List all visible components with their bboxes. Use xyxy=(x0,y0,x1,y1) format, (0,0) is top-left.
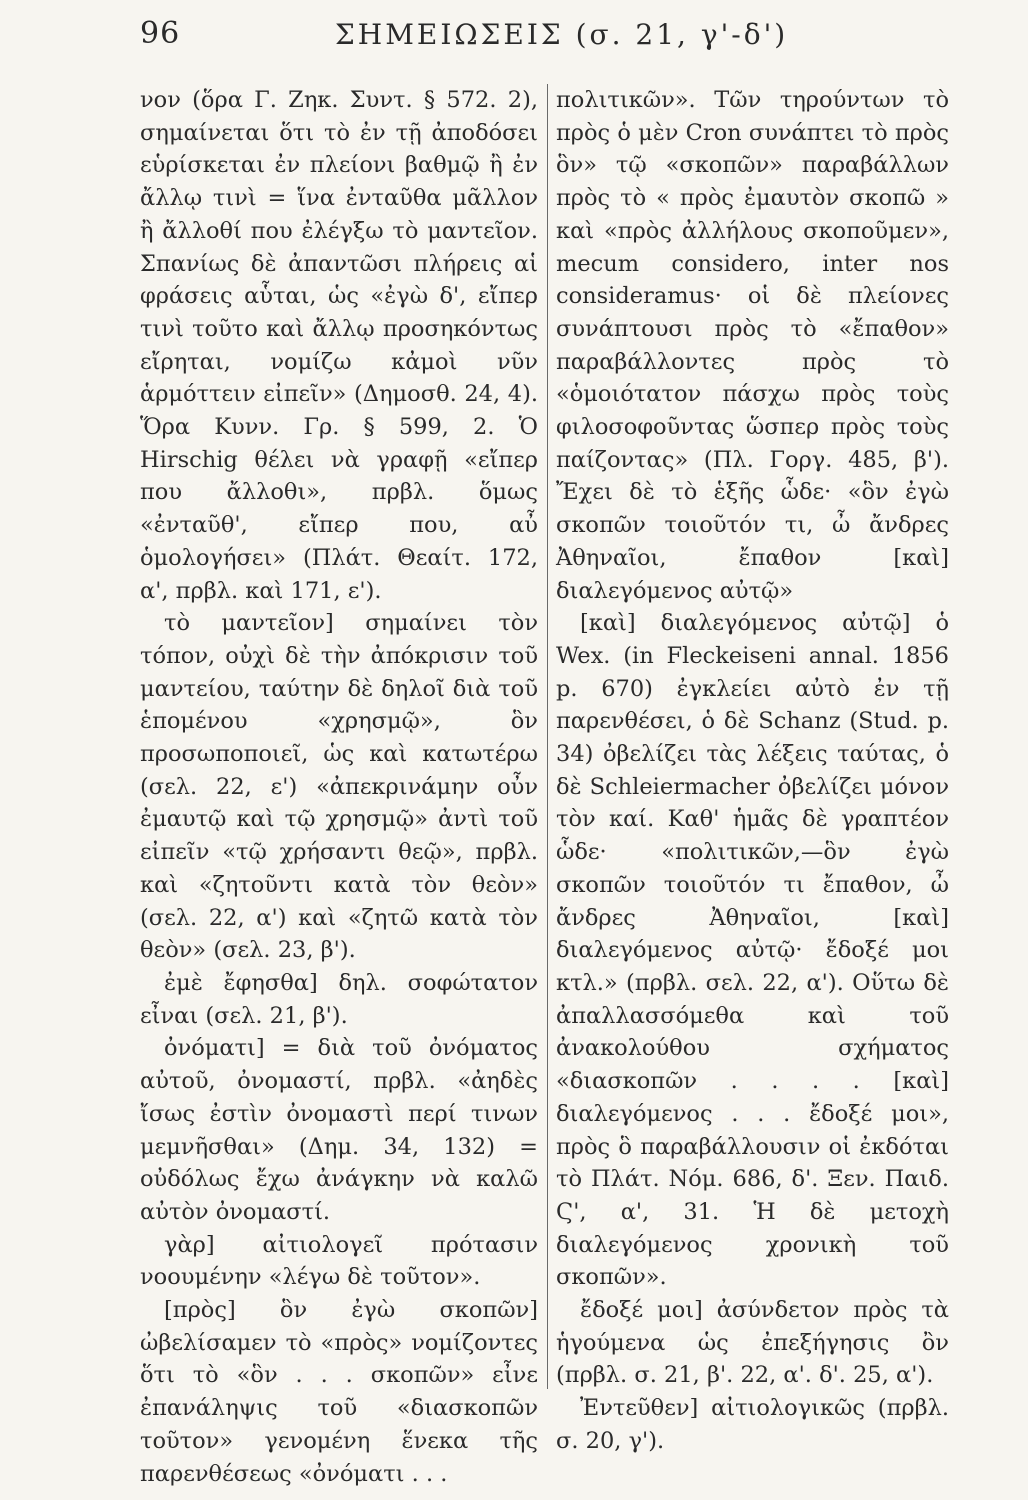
commentary-paragraph: γὰρ] αἰτιολογεῖ πρότασιν νοουμένην «λέγω δὲ τοῦτον». xyxy=(140,1231,538,1291)
commentary-paragraph: ὀνόματι] = διὰ τοῦ ὀνόματος αὐτοῦ, ὀνομαστί, πρβλ. «ἀηδὲς ἴσως ἐστὶν ὀνομαστὶ περί τινων μεμνῆσθαι» (Δημ. 34, 132) = οὐδόλως ἔχω ἀνάγκην νὰ καλῶ αὐτὸν ὀνομαστί. xyxy=(140,1035,538,1225)
left-column xyxy=(140,84,538,1490)
commentary-paragraph: πολιτικῶν». Τῶν τηρούντων τὸ πρὸς ὁ μὲν Cron συνάπτει τὸ πρὸς ὃν» τῷ «σκοπῶν» παραβάλλων πρὸς τὸ « πρὸς ἐμαυτὸν σκοπῶ » καὶ «πρὸς ἀλλήλους σκοποῦμεν», mecum considero, inter nos consideramus· οἱ δὲ πλείονες συνάπτουσι πρὸς τὸ «ἔπαθον» παραβάλλοντες πρὸς τὸ «ὁμοιότατον πάσχω πρὸς τοὺς φιλοσοφοῦντας ὥσπερ πρὸς τοὺς παίζοντας» (Πλ. Γοργ. 485, β'). Ἔχει δὲ τὸ ἑξῆς ὧδε· «ὃν ἐγὼ σκοπῶν τοιοῦτόν τι, ὦ ἄνδρες Ἀθηναῖοι, ἔπαθον [καὶ] διαλεγόμενος αὐτῷ» xyxy=(556,87,949,604)
commentary-paragraph: ἔδοξέ μοι] ἀσύνδετον πρὸς τὰ ἡγούμενα ὡς ἐπεξήγησις ὂν (πρβλ. σ. 21, β'. 22, α'. δ'. 25, α'). xyxy=(556,1297,949,1389)
commentary-paragraph: [καὶ] διαλεγόμενος αὐτῷ] ὁ Wex. (in Fleckeiseni annal. 1856 p. 670) ἐγκλείει αὐτὸ ἐν τῇ παρενθέσει, ὁ δὲ Schanz (Stud. p. 34) ὀβελίζει τὰς λέξεις ταύτας, ὁ δὲ Schleiermacher ὀβελίζει μόνον τὸν καί. Καθ' ἡμᾶς δὲ γραπτέον ὧδε· «πολιτικῶν,—ὃν ἐγὼ σκοπῶν τοιοῦτόν τι ἔπαθον, ὦ ἄνδρες Ἀθηναῖοι, [καὶ] διαλεγόμενος αὐτῷ· ἔδοξέ μοι κτλ.» (πρβλ. σελ. 22, α'). Οὕτω δὲ ἀπαλλασσόμεθα καὶ τοῦ ἀνακολούθου σχήματος «διασκοπῶν . . . . [καὶ] διαλεγόμενος . . . ἔδοξέ μοι», πρὸς ὃ παραβάλλουσιν οἱ ἐκδόται τὸ Πλάτ. Νόμ. 686, δ'. Ξεν. Παιδ. Ϛ', α', 31. Ἡ δὲ μετοχὴ διαλεγόμενος χρονικὴ τοῦ σκοπῶν». xyxy=(556,610,949,1291)
right-column xyxy=(556,84,949,1458)
commentary-paragraph: νον (ὅρα Γ. Ζηκ. Συντ. § 572. 2), σημαίνεται ὅτι τὸ ἐν τῇ ἀποδόσει εὑρίσκεται ἐν πλείονι βαθμῷ ἢ ἐν ἄλλῳ τινὶ = ἵνα ἐνταῦθα μᾶλλον ἢ ἄλλοθί που ἐλέγξω τὸ μαντεῖον. Σπανίως δὲ ἀπαντῶσι πλήρεις αἱ φράσεις αὗται, ὡς «ἐγὼ δ', εἴπερ τινὶ τοῦτο καὶ ἄλλῳ προσηκόντως εἴρηται, νομίζω κἀμοὶ νῦν ἁρμόττειν εἰπεῖν» (Δημοσθ. 24, 4). Ὅρα Κυνν. Γρ. § 599, 2. Ὁ Hirschig θέλει νὰ γραφῇ «εἴπερ που ἄλλοθι», πρβλ. ὅμως «ἐνταῦθ', εἴπερ που, αὖ ὁμολογήσει» (Πλάτ. Θεαίτ. 172, α', πρβλ. καὶ 171, ε'). xyxy=(140,87,538,604)
commentary-paragraph: Ἐντεῦθεν] αἰτιολογικῶς (πρβλ. σ. 20, γ'). xyxy=(556,1395,949,1454)
page-number: 96 xyxy=(140,16,181,51)
commentary-paragraph: τὸ μαντεῖον] σημαίνει τὸν τόπον, οὐχὶ δὲ τὴν ἀπόκρισιν τοῦ μαντείου, ταύτην δὲ δηλοῖ διὰ τοῦ ἑπομένου «χρησμῷ», ὃν προσωποποιεῖ, ὡς καὶ κατωτέρω (σελ. 22, ε') «ἀπεκρινάμην οὖν ἐμαυτῷ καὶ τῷ χρησμῷ» ἀντὶ τοῦ εἰπεῖν «τῷ χρήσαντι θεῷ», πρβλ. καὶ «ζητοῦντι κατὰ τὸν θεὸν» (σελ. 22, α') καὶ «ζητῶ κατὰ τὸν θεὸν» (σελ. 23, β'). xyxy=(140,610,538,964)
running-title: ΣΗΜΕΙΩΣΕΙΣ (σ. 21, γ'-δ') xyxy=(335,18,789,51)
commentary-paragraph: ἐμὲ ἔφησθα] δηλ. σοφώτατον εἶναι (σελ. 21, β'). xyxy=(140,969,538,1029)
commentary-paragraph: [πρὸς] ὃν ἐγὼ σκοπῶν] ὠβελίσαμεν τὸ «πρὸς» νομίζοντες ὅτι τὸ «ὃν . . . σκοπῶν» εἶνε ἐπανάληψις τοῦ «διασκοπῶν τοῦτον» γενομένη ἕνεκα τῆς παρενθέσεως «ὀνόματι . . . xyxy=(140,1297,538,1487)
column-divider xyxy=(547,84,548,1389)
page-header xyxy=(0,16,1028,66)
